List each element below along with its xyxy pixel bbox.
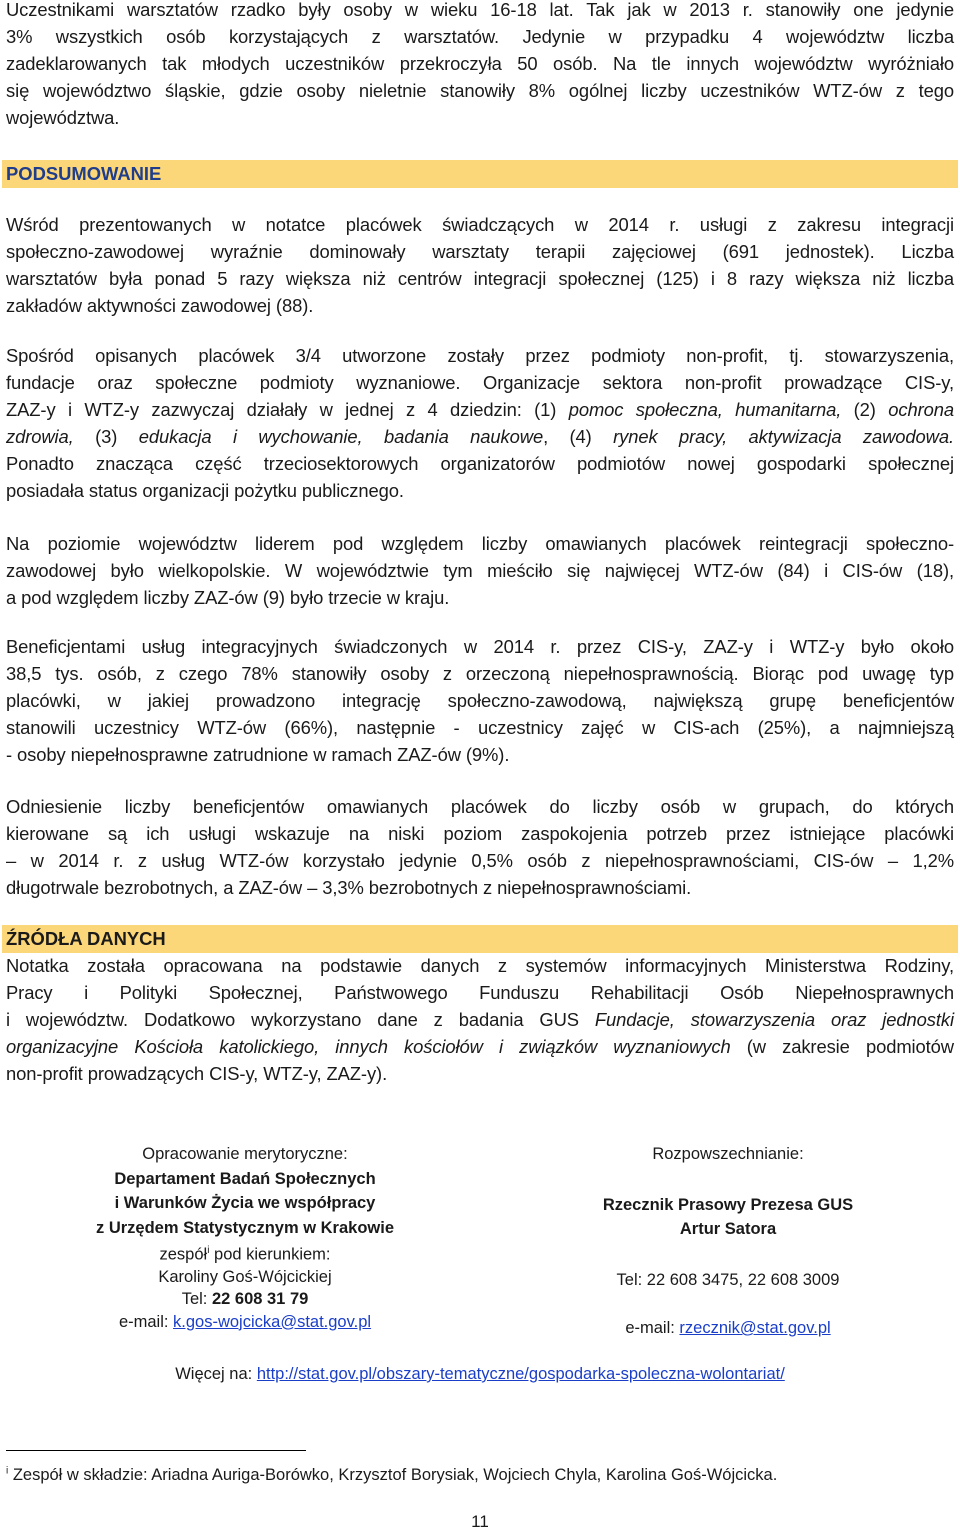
text-line: Spośród opisanych placówek 3/4 utworzone zostały przez podmioty non-profit, tj. stowarzyszenia, (6, 345, 954, 366)
text-line: długotrwale bezrobotnych, a ZAZ-ów – 3,3% bezrobotnych z niepełnosprawnościami. (6, 877, 692, 898)
press-role: Rzecznik Prasowy Prezesa GUS (602, 1195, 854, 1214)
text-line: Notatka została opracowana na podstawie danych z systemów informacyjnych Ministerstwa Rodziny, (6, 955, 954, 976)
phone-line: Tel: 22 608 31 79 (181, 1289, 309, 1308)
text-line: zdrowia, (3) edukacja i wychowanie, badania naukowe, (4) rynek pracy, aktywizacja zawodowa. (6, 426, 954, 447)
footer-editorial-block (60, 1142, 430, 1334)
text-line: 38,5 tys. osób, z czego 78% stanowiły osoby z orzeczoną niepełnosprawnością. Biorąc pod uwagę typ (6, 663, 954, 684)
page-number: 11 (471, 1512, 489, 1531)
press-email-line: e-mail: rzecznik@stat.gov.pl (625, 1319, 831, 1337)
text-line: Ponadto znacząca część trzeciosektorowych organizatorów podmiotów nowej gospodarki społecznej (6, 453, 954, 474)
text-line: non-profit prowadzących CIS-y, WTZ-y, ZAZ-y). (6, 1063, 388, 1084)
department-name: z Urzędem Statystycznym w Krakowie (95, 1218, 395, 1237)
email-link[interactable]: k.gos-wojcicka@stat.gov.pl (173, 1312, 372, 1331)
department-name: i Warunków Życia we współpracy (114, 1194, 376, 1212)
paragraph-summary-5 (6, 793, 954, 901)
text-line: zawodowej było wielkopolskie. W województwie tym mieściło się najwięcej WTZ-ów (84) i CIS-ów (18), (6, 560, 954, 581)
paragraph-summary-4 (6, 633, 954, 768)
department-name: Departament Badań Społecznych (114, 1169, 376, 1188)
paragraph-summary-2 (6, 342, 954, 504)
text-line: organizacyjne Kościoła katolickiego, innych kościołów i związków wyznaniowych (w zakresie podmiotów (6, 1036, 954, 1057)
text-line: Na poziomie województw liderem pod względem liczby omawianych placówek reintegracji społeczno- (6, 533, 954, 554)
text-line: i województw. Dodatkowo wykorzystano dane z badania GUS Fundacje, stowarzyszenia oraz jednostki (6, 1009, 954, 1030)
text-line: Odniesienie liczby beneficjentów omawianych placówek do liczby osób w grupach, do których (6, 796, 954, 817)
more-info-line: Więcej na: http://stat.gov.pl/obszary-tematyczne/gospodarka-spoleczna-wolontariat/ (175, 1365, 785, 1383)
text-line: posiadała status organizacji pożytku publicznego. (6, 480, 404, 501)
text-line: zadeklarowanych tak młodych uczestników przekroczyła 50 osób. Na tle innych województw wyróżniało (6, 53, 954, 74)
paragraph-summary-3 (6, 530, 954, 611)
footnote-divider (6, 1450, 306, 1451)
paragraph-intro (6, 0, 954, 131)
text-line: Pracy i Polityki Społecznej, Państwowego Funduszu Rehabilitacji Osób Niepełnosprawnych (6, 982, 954, 1003)
footer-press-block (560, 1142, 896, 1341)
press-name: Artur Satora (679, 1220, 777, 1238)
footnote-marker: i (6, 1465, 9, 1477)
section-heading-summary: PODSUMOWANIE (2, 160, 958, 188)
footnote: $^i$ Zespół w składzie: Ariadna Auriga-Borówko, Krzysztof Borysiak, Wojciech Chyla, Karolina Goś-Wójcicka. (6, 1465, 778, 1484)
text-line: Beneficjentami usług integracyjnych świadczonych w 2014 r. przez CIS-y, ZAZ-y i WTZ-y było około (6, 636, 954, 657)
team-line: zespół$^i$ pod kierunkiem: (159, 1245, 331, 1264)
text-line: kierowane są ich usługi wskazuje na niski poziom zaspokojenia potrzeb przez istniejące placówki (6, 823, 954, 844)
text-line: - osoby niepełnosprawne zatrudnione w ramach ZAZ-ów (9%). (6, 744, 510, 765)
paragraph-summary-1 (6, 211, 954, 319)
press-phone: Tel: 22 608 3475, 22 608 3009 (616, 1270, 840, 1289)
text-line: zakładów aktywności zawodowej (88). (6, 295, 314, 316)
more-info-link[interactable]: http://stat.gov.pl/obszary-tematyczne/gospodarka-spoleczna-wolontariat/ (256, 1365, 785, 1383)
text-line: stanowili uczestnicy WTZ-ów (66%), następnie - uczestnicy zajęć w CIS-ach (25%), a najmniejszą (6, 717, 954, 738)
text-line: placówki, w jakiej prowadzono integrację społeczno-zawodową, największą grupę beneficjentów (6, 690, 954, 711)
text-line: ZAZ-y i WTZ-y zazwyczaj działały w jednej z 4 dziedzin: (1) pomoc społeczna, humanitarna, (2) ochrona (6, 399, 954, 420)
text-line: a pod względem liczby ZAZ-ów (9) było trzecie w kraju. (6, 587, 450, 608)
text-line: Uczestnikami warsztatów rzadko były osoby w wieku 16-18 lat. Tak jak w 2013 r. stanowiły one jedynie (6, 0, 954, 20)
text-line: fundacje oraz społeczne podmioty wyznaniowe. Organizacje sektora non-profit prowadzące CIS-y, (6, 372, 954, 393)
email-line: e-mail: k.gos-wojcicka@stat.gov.pl (118, 1312, 372, 1331)
team-leader: Karoliny Goś-Wójcickiej (158, 1267, 332, 1286)
text-line: województwa. (6, 107, 120, 128)
section-heading-sources: ŹRÓDŁA DANYCH (2, 925, 958, 953)
text-line: społeczno-zawodowej wyraźnie dominowały warsztaty terapii zajęciowej (691 jednostek). Liczba (6, 241, 954, 262)
press-email-link[interactable]: rzecznik@stat.gov.pl (679, 1319, 831, 1337)
paragraph-sources (6, 952, 954, 1087)
text-line: Wśród prezentowanych w notatce placówek świadczących w 2014 r. usługi z zakresu integracji (6, 214, 954, 235)
text-line: 3% wszystkich osób korzystających z warsztatów. Jedynie w przypadku 4 województw liczba (6, 26, 954, 47)
text-line: – w 2014 r. z usług WTZ-ów korzystało jedynie 0,5% osób z niepełnosprawnościami, CIS-ów – 1,2% (6, 850, 954, 871)
editorial-heading: Opracowanie merytoryczne: (142, 1145, 348, 1163)
text-line: się województwo śląskie, gdzie osoby nieletnie stanowiły 8% ogólnej liczby uczestników WTZ-ów z tego (6, 80, 954, 101)
press-heading: Rozpowszechnianie: (652, 1145, 804, 1163)
text-line: warsztatów była ponad 5 razy większa niż centrów integracji społecznej (125) i 8 razy większa niż liczba (6, 268, 954, 289)
